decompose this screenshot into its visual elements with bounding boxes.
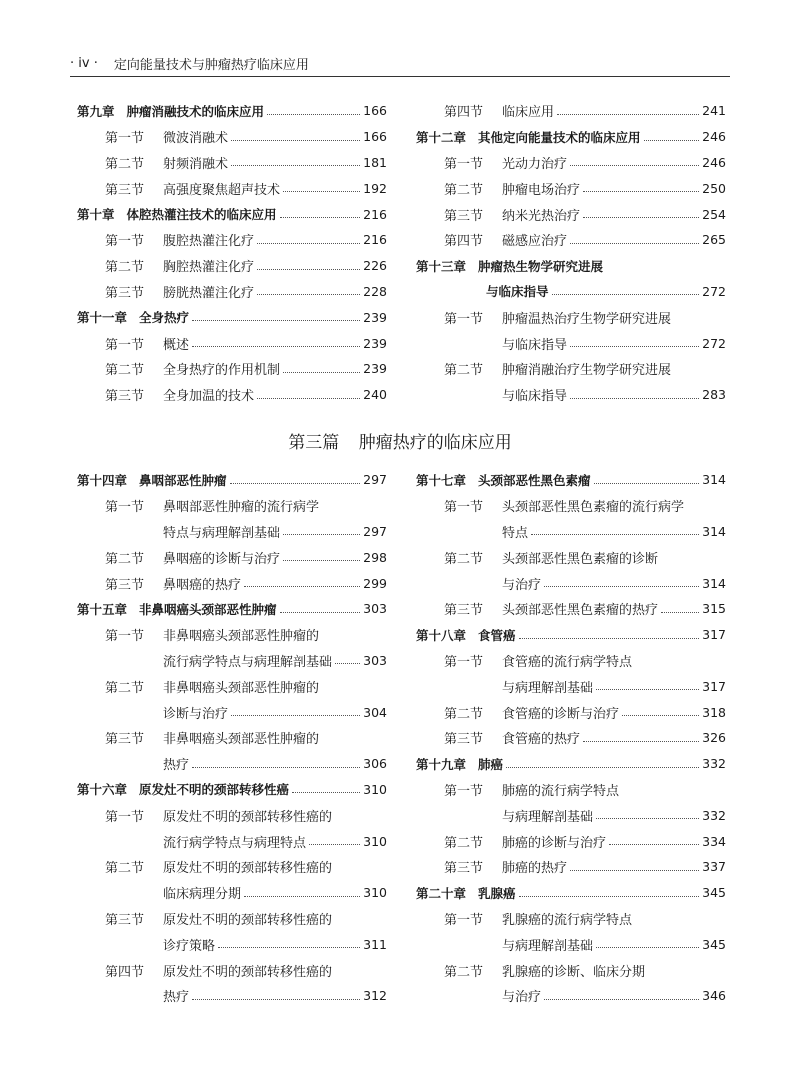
section-title: 微波消融术	[163, 131, 229, 147]
dot-leader	[570, 345, 699, 347]
toc-chapter-entry[interactable]	[416, 622, 726, 648]
section-title: 原发灶不明的颈部转移性癌的	[163, 912, 333, 928]
section-title-continued: 与病理解剖基础	[502, 680, 594, 696]
section-number: 第一节	[444, 783, 484, 799]
toc-section-entry[interactable]	[77, 279, 387, 305]
dot-leader	[544, 998, 699, 1000]
section-title: 腹腔热灌注化疗	[163, 234, 255, 250]
page-ref: 246	[702, 129, 726, 145]
toc-section-entry[interactable]	[416, 777, 726, 803]
section-number: 第二节	[105, 260, 145, 276]
chapter-title: 鼻咽部恶性肿瘤	[139, 472, 227, 488]
dot-leader	[557, 113, 699, 115]
toc-section-entry[interactable]	[416, 596, 726, 622]
section-title: 非鼻咽癌头颈部恶性肿瘤的	[163, 732, 320, 748]
toc-chapter-entry[interactable]	[77, 304, 387, 330]
toc-section-entry[interactable]	[77, 150, 387, 176]
dot-leader	[596, 688, 699, 690]
section-title: 肺癌的热疗	[502, 861, 568, 877]
page-ref: 332	[702, 807, 726, 823]
dot-leader	[552, 293, 700, 295]
toc-section-entry[interactable]	[416, 150, 726, 176]
section-title: 肺癌的诊断与治疗	[502, 835, 607, 851]
section-number: 第三节	[105, 285, 145, 301]
section-title-continued: 特点与病理解剖基础	[163, 525, 281, 541]
dot-leader	[309, 843, 360, 845]
dot-leader	[583, 190, 699, 192]
toc-section-entry[interactable]	[77, 725, 387, 751]
section-number: 第二节	[444, 363, 484, 379]
toc-entry-continuation[interactable]	[416, 330, 726, 356]
dot-leader	[257, 397, 360, 399]
section-title: 纳米光热治疗	[502, 208, 581, 224]
chapter-title: 肿瘤消融技术的临床应用	[126, 103, 265, 119]
section-number: 第三节	[105, 732, 145, 748]
chapter-title: 全身热疗	[139, 310, 190, 326]
toc-section-entry[interactable]	[77, 124, 387, 150]
dot-leader	[283, 559, 360, 561]
toc-chapter-entry[interactable]	[416, 279, 726, 305]
dot-leader	[283, 533, 360, 535]
toc-section-entry[interactable]	[416, 227, 726, 253]
dot-leader	[192, 345, 360, 347]
page-ref: 303	[363, 652, 387, 668]
section-title: 原发灶不明的颈部转移性癌的	[163, 809, 333, 825]
dot-leader	[583, 740, 699, 742]
page-ref: 272	[702, 335, 726, 351]
section-title-continued: 诊疗策略	[163, 938, 216, 954]
toc-entry-continuation[interactable]	[77, 648, 387, 674]
page-ref: 310	[363, 781, 387, 797]
page-ref: 314	[702, 575, 726, 591]
toc-section-entry[interactable]	[416, 201, 726, 227]
running-header	[70, 50, 730, 77]
section-number: 第二节	[105, 551, 145, 567]
section-number: 第三节	[444, 208, 484, 224]
page-ref: 345	[702, 936, 726, 952]
page-ref: 228	[363, 283, 387, 299]
section-title: 乳腺癌的诊断、临床分期	[502, 964, 646, 980]
section-title: 肿瘤温热治疗生物学研究进展	[502, 311, 672, 327]
section-title: 原发灶不明的颈部转移性癌的	[163, 964, 333, 980]
section-number: 第二节	[444, 706, 484, 722]
section-title-continued: 与临床指导	[502, 389, 568, 405]
dot-leader	[257, 242, 360, 244]
section-title: 鼻咽癌的诊断与治疗	[163, 551, 281, 567]
chapter-title: 原发灶不明的颈部转移性癌	[139, 782, 290, 798]
section-number: 第一节	[444, 311, 484, 327]
section-title-continued: 与治疗	[502, 577, 542, 593]
page-ref: 346	[702, 988, 726, 1004]
page-ref: 315	[702, 601, 726, 617]
chapter-number: 第十四章	[77, 472, 128, 488]
page-ref: 310	[363, 833, 387, 849]
toc-section-entry[interactable]	[77, 382, 387, 408]
page-ref: 166	[363, 103, 387, 119]
toc-section-entry[interactable]	[416, 356, 726, 382]
section-number: 第四节	[444, 105, 484, 121]
chapter-title: 乳腺癌	[478, 885, 516, 901]
section-title-continued: 临床病理分期	[163, 887, 242, 903]
section-number: 第三节	[444, 732, 484, 748]
section-number: 第三节	[105, 182, 145, 198]
dot-leader	[257, 293, 360, 295]
toc-section-entry[interactable]	[77, 330, 387, 356]
page-number: · iv ·	[70, 55, 98, 71]
toc-section-entry[interactable]	[77, 253, 387, 279]
page-ref: 216	[363, 206, 387, 222]
page-ref: 299	[363, 575, 387, 591]
toc-entry-continuation[interactable]	[416, 570, 726, 596]
dot-leader	[570, 242, 699, 244]
section-title-continued: 特点	[502, 525, 529, 541]
toc-section-entry[interactable]	[416, 957, 726, 983]
section-number: 第二节	[105, 680, 145, 696]
section-number: 第三节	[444, 861, 484, 877]
section-title: 光动力治疗	[502, 156, 568, 172]
page-ref: 239	[363, 309, 387, 325]
dot-leader	[244, 585, 360, 587]
section-number: 第二节	[444, 182, 484, 198]
toc-section-entry[interactable]	[77, 493, 387, 519]
toc-chapter-entry[interactable]	[416, 467, 726, 493]
toc-chapter-entry[interactable]	[77, 98, 387, 124]
page-ref: 326	[702, 730, 726, 746]
section-number: 第一节	[444, 654, 484, 670]
chapter-title: 头颈部恶性黑色素瘤	[478, 472, 591, 488]
chapter-number: 第十七章	[416, 472, 467, 488]
page-ref: 241	[702, 103, 726, 119]
dot-leader	[519, 895, 700, 897]
toc-section-entry[interactable]	[77, 544, 387, 570]
section-number: 第三节	[105, 389, 145, 405]
toc-entry-continuation[interactable]	[77, 519, 387, 545]
section-title-continued: 流行病学特点与病理解剖基础	[163, 654, 333, 670]
section-title: 膀胱热灌注化疗	[163, 285, 255, 301]
toc-entry-continuation[interactable]	[77, 983, 387, 1009]
toc-section-entry[interactable]	[416, 98, 726, 124]
section-title-continued: 诊断与治疗	[163, 706, 229, 722]
dot-leader	[570, 397, 699, 399]
section-title: 头颈部恶性黑色素瘤的诊断	[502, 551, 659, 567]
section-title-continued: 流行病学特点与病理特点	[163, 835, 307, 851]
toc-chapter-entry[interactable]	[416, 880, 726, 906]
chapter-title: 肺癌	[478, 756, 504, 772]
dot-leader	[231, 139, 360, 141]
toc-part2-right-column	[416, 98, 726, 408]
chapter-title: 非鼻咽癌头颈部恶性肿瘤	[139, 601, 277, 617]
dot-leader	[544, 585, 699, 587]
part-three-heading	[0, 428, 800, 453]
section-title: 高强度聚焦超声技术	[163, 182, 281, 198]
chapter-title: 体腔热灌注技术的临床应用	[126, 207, 277, 223]
page-ref: 240	[363, 387, 387, 403]
section-number: 第一节	[105, 629, 145, 645]
toc-entry-continuation[interactable]	[77, 699, 387, 725]
part-title: 肿瘤热疗的临床应用	[358, 433, 512, 453]
page-ref: 250	[702, 180, 726, 196]
toc-part2-left-column	[77, 98, 387, 408]
toc-section-entry[interactable]	[77, 854, 387, 880]
section-number: 第三节	[444, 603, 484, 619]
dot-leader	[570, 869, 699, 871]
section-title-continued: 与临床指导	[502, 337, 568, 353]
section-title: 肿瘤电场治疗	[502, 182, 581, 198]
page-ref: 337	[702, 859, 726, 875]
page-ref: 304	[363, 704, 387, 720]
toc-entry-continuation[interactable]	[416, 382, 726, 408]
toc-entry-continuation[interactable]	[416, 673, 726, 699]
section-number: 第二节	[105, 861, 145, 877]
toc-entry-continuation[interactable]	[77, 931, 387, 957]
toc-entry-continuation[interactable]	[77, 828, 387, 854]
dot-leader	[283, 371, 360, 373]
dot-leader	[519, 637, 700, 639]
section-title-continued: 热疗	[163, 990, 190, 1006]
section-number: 第一节	[444, 912, 484, 928]
dot-leader	[283, 190, 360, 192]
section-number: 第一节	[105, 234, 145, 250]
toc-chapter-entry[interactable]	[416, 253, 726, 279]
toc-section-entry[interactable]	[416, 828, 726, 854]
chapter-number: 第十六章	[77, 782, 128, 798]
section-title: 食管癌的诊断与治疗	[502, 706, 620, 722]
toc-chapter-entry[interactable]	[77, 777, 387, 803]
toc-chapter-entry[interactable]	[77, 201, 387, 227]
section-number: 第四节	[105, 964, 145, 980]
section-title: 肿瘤消融治疗生物学研究进展	[502, 363, 672, 379]
dot-leader	[257, 268, 360, 270]
section-title-continued: 与病理解剖基础	[502, 938, 594, 954]
toc-part3-right-column	[416, 467, 726, 1009]
toc-section-entry[interactable]	[416, 544, 726, 570]
toc-section-entry[interactable]	[77, 906, 387, 932]
section-title: 鼻咽癌的热疗	[163, 577, 242, 593]
page-ref: 181	[363, 154, 387, 170]
toc-section-entry[interactable]	[416, 854, 726, 880]
page-ref: 272	[702, 283, 726, 299]
dot-leader	[231, 714, 360, 716]
chapter-number: 第十章	[77, 207, 115, 223]
chapter-number: 第十三章	[416, 258, 467, 274]
toc-section-entry[interactable]	[77, 673, 387, 699]
toc-chapter-entry[interactable]	[77, 467, 387, 493]
toc-section-entry[interactable]	[416, 648, 726, 674]
page-ref: 239	[363, 361, 387, 377]
section-number: 第一节	[105, 500, 145, 516]
chapter-title: 其他定向能量技术的临床应用	[478, 129, 641, 145]
section-title: 全身加温的技术	[163, 389, 255, 405]
chapter-number: 第二十章	[416, 885, 467, 901]
section-title: 非鼻咽癌头颈部恶性肿瘤的	[163, 680, 320, 696]
section-number: 第一节	[444, 156, 484, 172]
toc-entry-continuation[interactable]	[416, 802, 726, 828]
page-ref: 318	[702, 704, 726, 720]
chapter-title: 与临床指导	[486, 284, 549, 300]
dot-leader	[594, 482, 700, 484]
dot-leader	[280, 216, 361, 218]
section-title: 胸腔热灌注化疗	[163, 260, 255, 276]
dot-leader	[531, 533, 699, 535]
dot-leader	[570, 164, 699, 166]
toc-section-entry[interactable]	[416, 493, 726, 519]
chapter-number: 第十一章	[77, 310, 128, 326]
section-number: 第四节	[444, 234, 484, 250]
dot-leader	[609, 843, 699, 845]
section-number: 第三节	[105, 912, 145, 928]
section-number: 第一节	[105, 337, 145, 353]
section-number: 第一节	[444, 500, 484, 516]
section-number: 第一节	[105, 131, 145, 147]
page-ref: 226	[363, 258, 387, 274]
chapter-number: 第十九章	[416, 756, 467, 772]
page-ref: 216	[363, 232, 387, 248]
section-number: 第二节	[444, 835, 484, 851]
toc-entry-continuation[interactable]	[77, 880, 387, 906]
dot-leader	[622, 714, 699, 716]
dot-leader	[244, 895, 360, 897]
toc-chapter-entry[interactable]	[416, 751, 726, 777]
toc-chapter-entry[interactable]	[77, 596, 387, 622]
chapter-number: 第十二章	[416, 129, 467, 145]
toc-entry-continuation[interactable]	[416, 931, 726, 957]
section-title: 临床应用	[502, 105, 555, 121]
page-ref: 310	[363, 885, 387, 901]
dot-leader	[292, 791, 360, 793]
toc-section-entry[interactable]	[77, 227, 387, 253]
page-ref: 306	[363, 756, 387, 772]
section-title: 概述	[163, 337, 190, 353]
dot-leader	[192, 998, 360, 1000]
dot-leader	[506, 766, 699, 768]
toc-section-entry[interactable]	[77, 175, 387, 201]
section-number: 第二节	[444, 964, 484, 980]
page-ref: 312	[363, 988, 387, 1004]
dot-leader	[218, 946, 360, 948]
toc-section-entry[interactable]	[416, 906, 726, 932]
toc-entry-continuation[interactable]	[416, 983, 726, 1009]
section-title: 磁感应治疗	[502, 234, 568, 250]
section-title: 非鼻咽癌头颈部恶性肿瘤的	[163, 629, 320, 645]
page-ref: 334	[702, 833, 726, 849]
page-ref: 239	[363, 335, 387, 351]
dot-leader	[596, 946, 699, 948]
page-ref: 317	[702, 627, 726, 643]
dot-leader	[644, 139, 700, 141]
chapter-number: 第九章	[77, 103, 115, 119]
section-number: 第三节	[105, 577, 145, 593]
part-number: 第三篇	[288, 433, 340, 453]
page-ref: 298	[363, 549, 387, 565]
dot-leader	[335, 662, 360, 664]
dot-leader	[192, 319, 360, 321]
page-ref: 311	[363, 936, 387, 952]
toc-section-entry[interactable]	[416, 175, 726, 201]
dot-leader	[596, 817, 699, 819]
book-title: 定向能量技术与肿瘤热疗临床应用	[113, 57, 309, 73]
page-ref: 297	[363, 523, 387, 539]
page-ref: 314	[702, 523, 726, 539]
toc-entry-continuation[interactable]	[416, 519, 726, 545]
section-title: 食管癌的流行病学特点	[502, 654, 633, 670]
dot-leader	[231, 164, 360, 166]
section-title-continued: 热疗	[163, 758, 190, 774]
toc-section-entry[interactable]	[416, 699, 726, 725]
section-title: 头颈部恶性黑色素瘤的流行病学	[502, 500, 685, 516]
page-ref: 265	[702, 232, 726, 248]
section-number: 第一节	[105, 809, 145, 825]
toc-section-entry[interactable]	[77, 957, 387, 983]
section-number: 第二节	[105, 363, 145, 379]
page-ref: 317	[702, 678, 726, 694]
toc-part3-left-column	[77, 467, 387, 1009]
page-ref: 246	[702, 154, 726, 170]
dot-leader	[267, 113, 360, 115]
dot-leader	[280, 611, 361, 613]
section-title: 乳腺癌的流行病学特点	[502, 912, 633, 928]
section-title: 全身热疗的作用机制	[163, 363, 281, 379]
page-ref: 192	[363, 180, 387, 196]
chapter-title: 肿瘤热生物学研究进展	[478, 258, 604, 274]
page-ref: 283	[702, 387, 726, 403]
section-title: 食管癌的热疗	[502, 732, 581, 748]
dot-leader	[583, 216, 699, 218]
toc-chapter-entry[interactable]	[416, 124, 726, 150]
toc-section-entry[interactable]	[77, 622, 387, 648]
chapter-title: 食管癌	[478, 627, 516, 643]
page-ref: 303	[363, 601, 387, 617]
dot-leader	[192, 766, 360, 768]
section-title-continued: 与病理解剖基础	[502, 809, 594, 825]
toc-section-entry[interactable]	[77, 802, 387, 828]
toc-section-entry[interactable]	[416, 725, 726, 751]
page-ref: 297	[363, 472, 387, 488]
section-title: 射频消融术	[163, 156, 229, 172]
section-title: 头颈部恶性黑色素瘤的热疗	[502, 603, 659, 619]
section-title: 鼻咽部恶性肿瘤的流行病学	[163, 500, 320, 516]
page-ref: 332	[702, 756, 726, 772]
page-ref: 254	[702, 206, 726, 222]
dot-leader	[230, 482, 361, 484]
dot-leader	[661, 611, 699, 613]
chapter-number: 第十五章	[77, 601, 128, 617]
toc-section-entry[interactable]	[416, 304, 726, 330]
section-title: 原发灶不明的颈部转移性癌的	[163, 861, 333, 877]
section-title-continued: 与治疗	[502, 990, 542, 1006]
chapter-number: 第十八章	[416, 627, 467, 643]
section-number: 第二节	[444, 551, 484, 567]
toc-entry-continuation[interactable]	[77, 751, 387, 777]
page-ref: 166	[363, 129, 387, 145]
section-number: 第二节	[105, 156, 145, 172]
page-ref: 314	[702, 472, 726, 488]
toc-section-entry[interactable]	[77, 356, 387, 382]
toc-section-entry[interactable]	[77, 570, 387, 596]
section-title: 肺癌的流行病学特点	[502, 783, 620, 799]
page-ref: 345	[702, 885, 726, 901]
